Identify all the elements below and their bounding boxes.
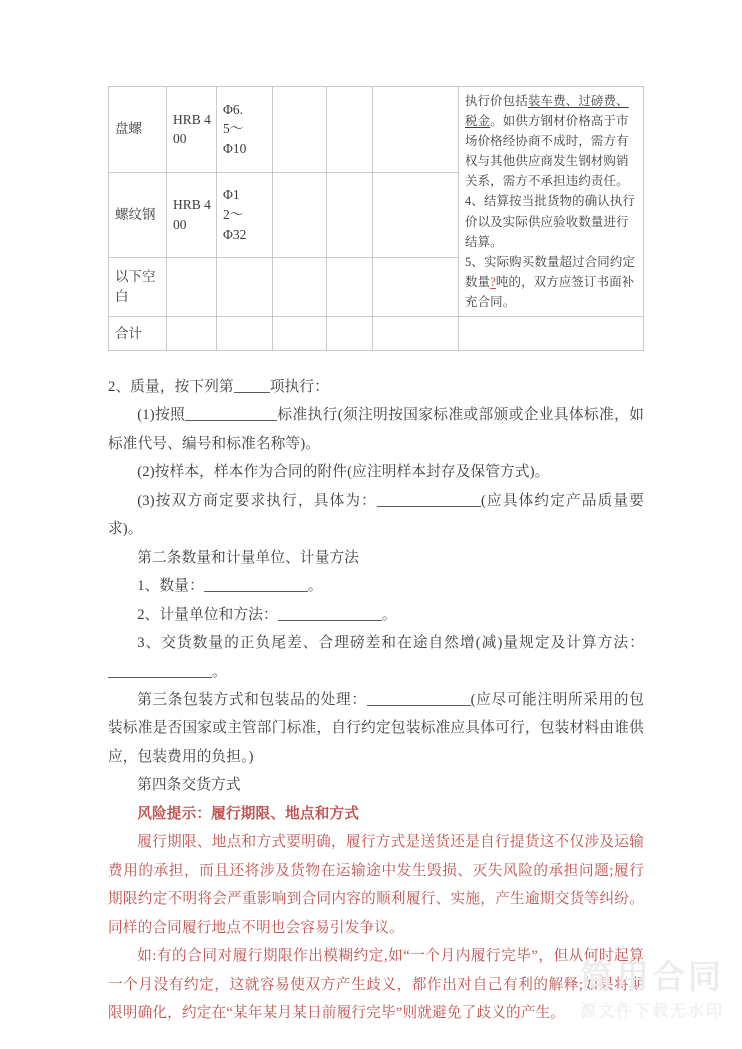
article2-item1-post: 。 (307, 578, 323, 595)
cell-product-name: 螺纹钢 (109, 172, 167, 258)
risk-warning-block (108, 800, 644, 1028)
fill-blank (185, 420, 277, 421)
steel-spec-table (108, 86, 644, 351)
cell-empty-1 (273, 258, 327, 317)
article3-pre: 第三条包装方式和包装品的处理： (137, 692, 367, 709)
quality-item1-post: 标准执行(须注明按国家标准或部颁或企业具体标准，如标准代号、编号和标准名称等)。 (108, 407, 644, 452)
note-item5-prefix: 5、实际购买数量超过合同约定数量 (465, 254, 636, 289)
article2-item3-pre: 3、交货数量的正负尾差、合理磅差和在途自然增(减)量规定及计算方法： (137, 635, 644, 652)
note-text (465, 91, 638, 312)
article-2-item-1 (108, 572, 644, 600)
risk-warning-heading: 风险提示：履行期限、地点和方式 (137, 805, 360, 822)
cell-empty-2 (327, 258, 373, 317)
fill-blank (367, 705, 471, 706)
cell-spec (217, 317, 273, 351)
quality-item3-post: (应具体约定产品质量要求)。 (108, 492, 644, 538)
article-4-title: 第四条交货方式 (137, 777, 241, 794)
watermark-tagline: 源文件下载无水印 (579, 1001, 724, 1020)
cell-empty-3 (373, 172, 459, 258)
note-item5-suffix: 吨的，双方应签订书面补充合同。 (465, 274, 635, 309)
article3-post: (应尽可能注明所采用的包装标准是否国家或主管部门标准，自行约定包装标准应具体可行，包装材料由谁供应，包装费用的负担。) (108, 692, 644, 765)
table-row (109, 317, 644, 351)
note-item-4: 4、结算按当批货物的确认执行价以及实际供应验收数量进行结算。 (465, 194, 636, 249)
fill-blank (377, 506, 481, 507)
watermark-brand: 简用合同 (579, 957, 724, 997)
fill-blank (108, 677, 212, 678)
fill-blank (204, 591, 308, 592)
cell-spec (217, 258, 273, 317)
spec-line: Φ10 (223, 141, 247, 157)
quality-item-2: (2)按样本，样本作为合同的附件(应注明样本封存及保管方式)。 (137, 464, 550, 481)
cell-total-label: 合计 (109, 317, 167, 351)
risk-warning-paragraph-2: 如:有的合同对履行期限作出模糊约定,如“一个月内履行完毕”，但从何时起算一个月没有约定，这就容易使双方产生歧义，都作出对自己有利的解释;如果将期限明确化，约定在“某年某月某日前履行完毕”则就避免了歧义的产生。 (108, 948, 644, 1021)
cell-spec (217, 87, 273, 173)
note-line1-underlined: 装车费、过磅费、税金 (465, 94, 629, 129)
note-line1-prefix: 执行价包括 (465, 94, 528, 108)
spec-line: Φ6. (223, 101, 243, 117)
cell-spec (217, 172, 273, 258)
quality-item-1 (108, 401, 644, 458)
cell-empty-1 (273, 172, 327, 258)
table-row (109, 87, 644, 173)
cell-empty-3 (373, 317, 459, 351)
cell-grade (167, 317, 217, 351)
document-content (108, 86, 644, 1027)
spec-line: Φ1 (223, 187, 240, 203)
spec-line: Φ32 (223, 226, 247, 242)
cell-empty-2 (327, 317, 373, 351)
cell-empty-1 (273, 317, 327, 351)
quality-item-3 (108, 487, 644, 544)
contract-body (108, 373, 644, 1027)
cell-empty-3 (373, 87, 459, 173)
article-2-title: 第二条数量和计量单位、计量方法 (137, 549, 360, 566)
cell-empty-1 (273, 87, 327, 173)
article2-item3-post: 。 (212, 663, 227, 680)
cell-product-name: 盘螺 (109, 87, 167, 173)
cell-grade (167, 258, 217, 317)
article-3-clause (108, 686, 644, 771)
cell-empty-3 (373, 258, 459, 317)
quality-item3-pre: (3)按双方商定要求执行，具体为： (137, 492, 377, 509)
spec-line: 5～ (223, 121, 244, 137)
note-item5-question-mark: ? (490, 274, 496, 289)
cell-empty-2 (327, 87, 373, 173)
article2-item2-pre: 2、计量单位和方法： (137, 606, 278, 623)
cell-note-empty (459, 317, 644, 351)
article-2-item-3 (108, 629, 644, 686)
fill-blank (278, 620, 382, 621)
cell-note (459, 87, 644, 317)
cell-product-name: 以下空白 (109, 258, 167, 317)
risk-warning-paragraph-1: 履行期限、地点和方式要明确，履行方式是送货还是自行提货这不仅涉及运输费用的承担，而且还将涉及货物在运输途中发生毁损、灭失风险的承担问题;履行期限约定不明将会严重影响到合同内容的顺利履行、实施，产生逾期交货等纠纷。同样的合同履行地点不明也会容易引发争议。 (108, 834, 644, 936)
quality-heading-pre: 2、质量，按下列第 (108, 379, 234, 396)
fill-blank (234, 392, 270, 393)
quality-heading-post: 项执行： (269, 379, 330, 396)
cell-grade: HRB 400 (167, 87, 217, 173)
quality-clause-heading (108, 373, 644, 401)
article-2-item-2 (108, 601, 644, 629)
article2-item2-post: 。 (381, 606, 397, 623)
note-line1-suffix: 。如供方钢材价格高于市场价格经协商不成时，需方有权与其他供应商发生钢材购销关系，需方不承担违约责任。 (465, 114, 629, 189)
cell-grade: HRB 400 (167, 172, 217, 258)
cell-empty-2 (327, 172, 373, 258)
quality-item1-pre: (1)按照 (137, 407, 186, 424)
article2-item1-pre: 1、数量： (137, 578, 204, 595)
spec-line: 2～ (223, 206, 244, 222)
